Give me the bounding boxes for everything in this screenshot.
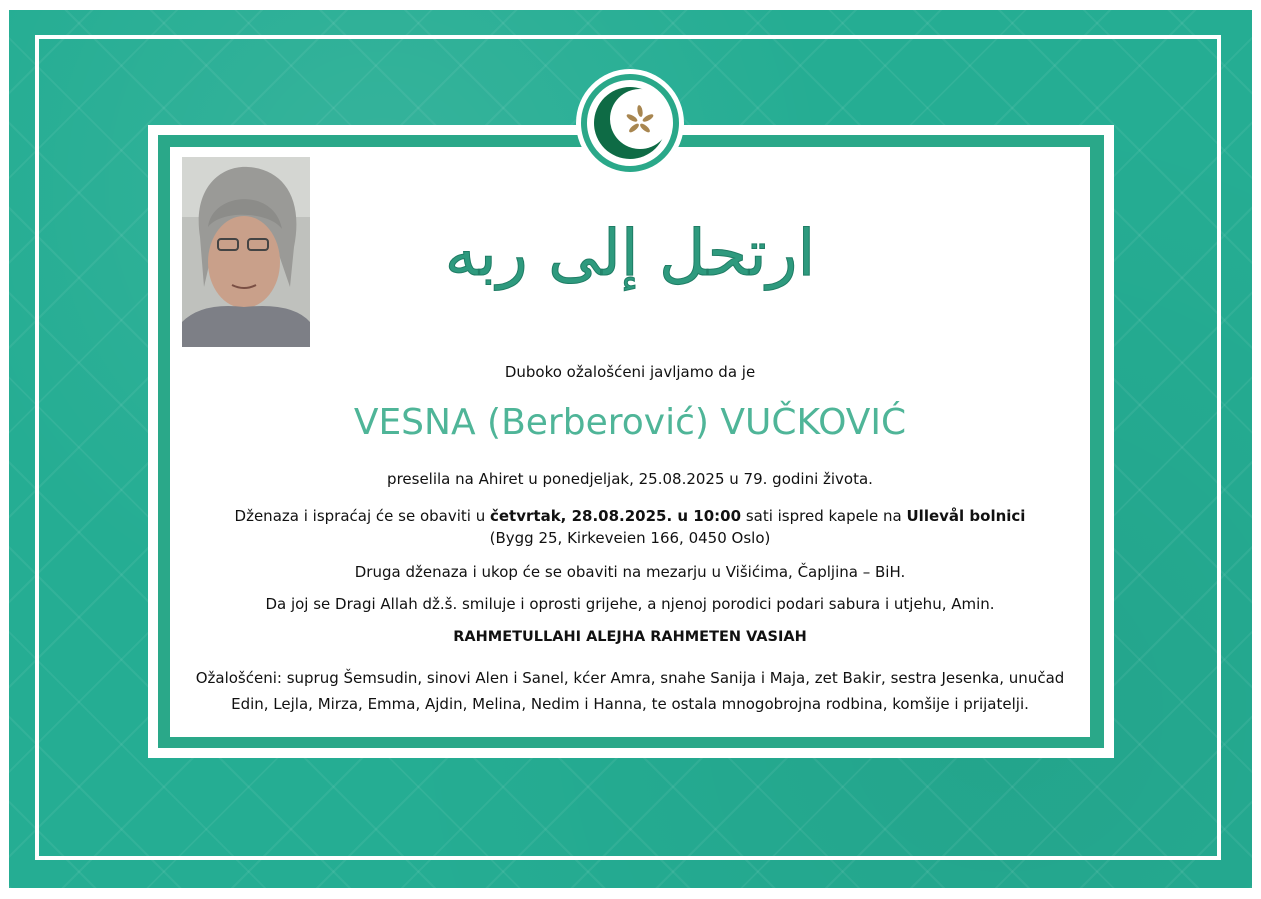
- calligraphy-text: ارتحل إلى ربه: [444, 217, 816, 291]
- funeral-text: [190, 505, 1070, 549]
- funeral-intro: Dženaza i ispraćaj će se obaviti u: [234, 507, 490, 525]
- mourners-text: Ožalošćeni: suprug Šemsudin, sinovi Alen i Sanel, kćer Amra, snahe Sanija i Maja, zet Bakir, sestra Jesenka, unučad Edin, Lejla, Mirza, Emma, Ajdin, Melina, Nedim i Hanna, te ostala mnogobrojna rodbina, komšije i prijatelji.: [195, 669, 1065, 713]
- prayer-text: Da joj se Dragi Allah dž.š. smiluje i oprosti grijehe, a njenoj porodici podari sabura i utjehu, Amin.: [265, 595, 995, 613]
- crescent-star-icon: [576, 69, 684, 177]
- deceased-name: VESNA (Berberović) VUČKOVIĆ: [353, 402, 907, 443]
- second-funeral-text: Druga dženaza i ukop će se obaviti na mezarju u Višićima, Čapljina – BiH.: [354, 563, 906, 581]
- passing-text: preselila na Ahiret u ponedjeljak, 25.08.2025 u 79. godini života.: [387, 470, 873, 488]
- arabic-calligraphy: [444, 195, 816, 305]
- funeral-mid: sati ispred kapele na: [741, 507, 907, 525]
- funeral-address: (Bygg 25, Kirkeveien 166, 0450 Oslo): [489, 529, 771, 547]
- portrait-photo: [182, 157, 310, 347]
- rahmet-text: RAHMETULLAHI ALEJHA RAHMETEN VASIAH: [453, 629, 807, 645]
- intro-text: Duboko ožalošćeni javljamo da je: [504, 363, 756, 381]
- funeral-place: Ullevål bolnici: [906, 507, 1026, 525]
- funeral-date: četvrtak, 28.08.2025. u 10:00: [489, 507, 742, 525]
